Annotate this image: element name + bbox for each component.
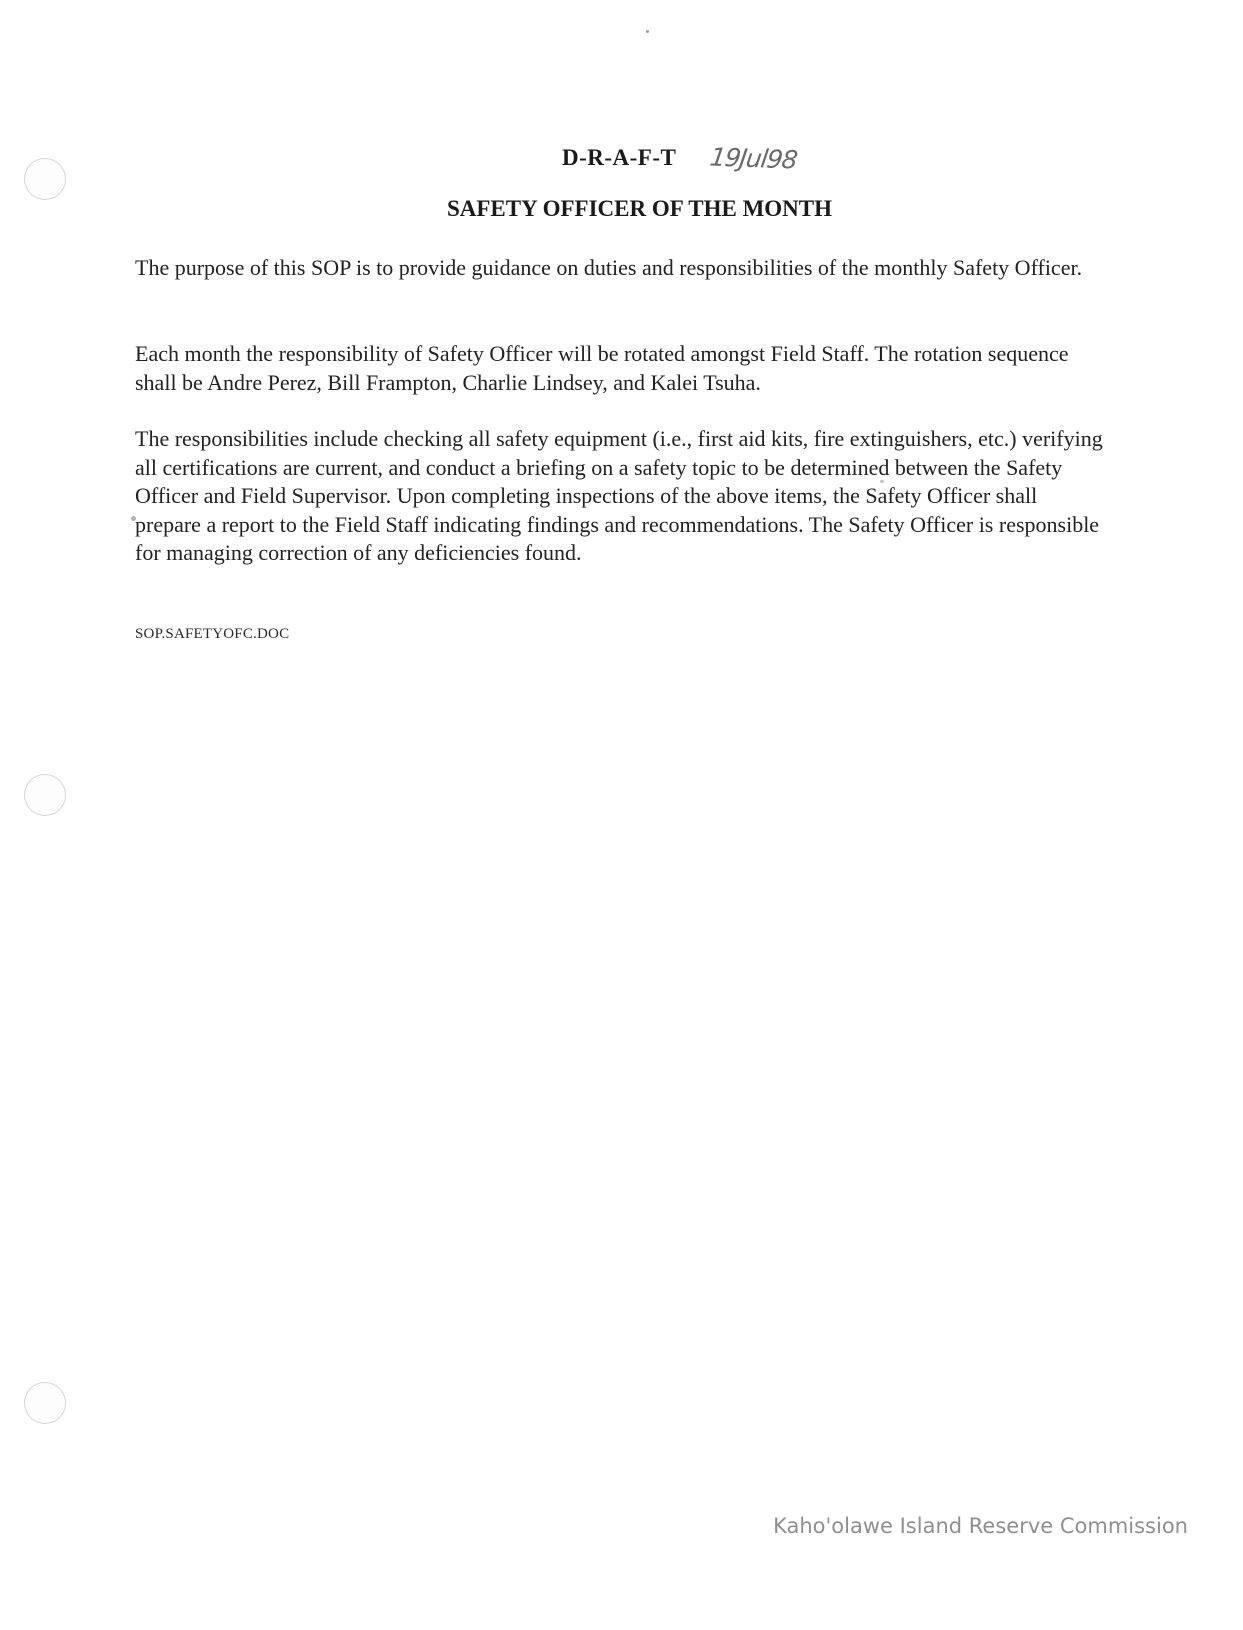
- document-title: [0, 196, 1243, 222]
- punch-hole-middle: [24, 774, 66, 816]
- paragraph-purpose: The purpose of this SOP is to provide guidance on duties and responsibilities of the monthly Safety Officer.: [135, 255, 1083, 280]
- paragraph-responsibilities: The responsibilities include checking all safety equipment (i.e., first aid kits, fire extinguishers, etc.) verifying all certifications are current, and conduct a briefing on a safety topic to be determined between the Safety Officer and Field Supervisor. Upon completing inspections of the above items, the Safety Officer shall prepare a report to the Field Staff indicating findings and recommendations. The Safety Officer is responsible for managing correction of any deficiencies found.: [135, 426, 1103, 565]
- document-filename: SOP.SAFETYOFC.DOC: [135, 626, 290, 642]
- punch-hole-bottom: [24, 1382, 66, 1424]
- handwritten-date: 19Jul98: [708, 141, 799, 175]
- draft-header: [562, 140, 797, 176]
- archive-watermark: Kaho'olawe Island Reserve Commission: [773, 1514, 1188, 1538]
- scan-speck: [646, 30, 649, 33]
- draft-label: D-R-A-F-T: [562, 145, 677, 170]
- document-title-text: SAFETY OFFICER OF THE MONTH: [446, 196, 833, 221]
- paragraph-rotation: Each month the responsibility of Safety Officer will be rotated amongst Field Staff. The rotation sequence shall be Andre Perez, Bill Frampton, Charlie Lindsey, and Kalei Tsuha.: [135, 341, 1069, 395]
- punch-hole-top: [24, 158, 66, 200]
